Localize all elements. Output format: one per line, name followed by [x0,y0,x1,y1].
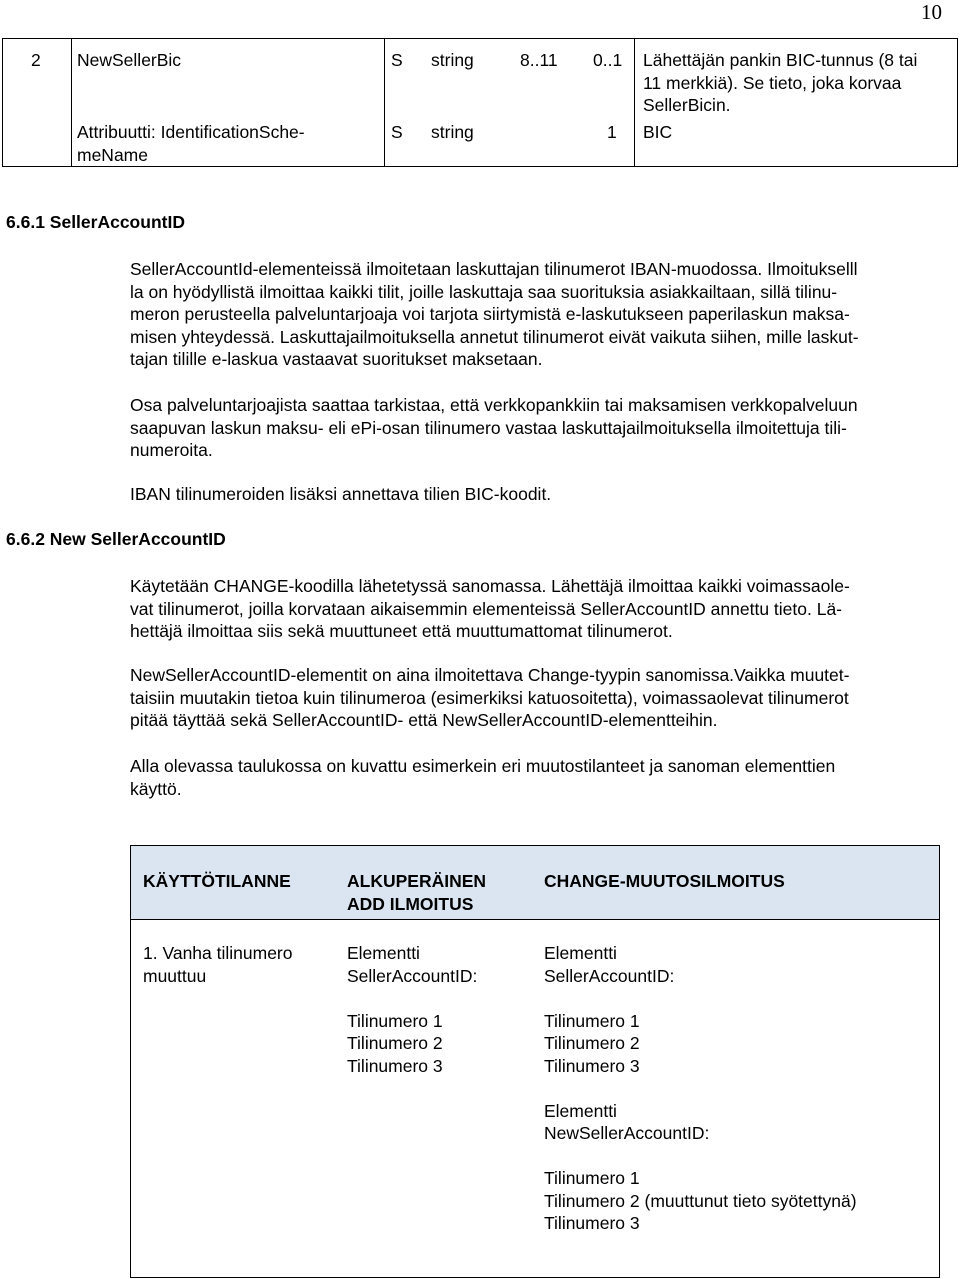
header-cell: KÄYTTÖTILANNE [143,871,291,891]
cell-line: Tilinumero 3 [544,1213,640,1233]
header-cell: CHANGE-MUUTOSILMOITUS [544,871,785,891]
field-length: 8..11 [520,50,558,70]
data-type: string [431,122,474,142]
cell-line: Elementti [544,943,617,963]
table-divider [71,39,72,166]
paragraph [130,258,956,371]
text-line: pitää täyttää sekä SellerAccountID- että NewSellerAccountID-elementteihin. [130,710,718,730]
table-header [131,846,939,920]
text-line: numeroita. [130,440,213,460]
cell-spacer [544,987,857,1010]
usage-flag: S [391,50,403,70]
attribute-name [77,121,305,166]
table-divider [634,39,635,166]
cell-line: Tilinumero 3 [544,1055,640,1076]
element-name: NewSellerBic [77,50,182,70]
paragraph [130,575,956,643]
description-line: 11 merkkiä). Se tieto, joka korvaa [643,72,902,93]
cell-line: Tilinumero 1 [544,1168,640,1188]
cell-line: muuttuu [143,965,207,986]
cell-line: Tilinumero 2 (muuttunut tieto syötettynä) [544,1190,857,1211]
cell-line: 1. Vanha tilinumero [143,943,293,963]
text-line: misen yhteydessä. Laskuttajailmoituksella annetut tilinumerot eivät vaikuta siihen, mille laskut- [130,326,859,347]
cell-line: Tilinumero 3 [347,1055,443,1076]
cell-line: Elementti [347,943,420,963]
header-line: ALKUPERÄINEN [347,871,487,891]
page-number: 10 [921,0,942,24]
cell-line: Tilinumero 1 [347,1010,443,1031]
attribute-line: Attribuutti: IdentificationSche- [77,122,305,142]
row-number: 2 [31,50,41,70]
text-line: Käytetään CHANGE-koodilla lähetetyssä sanomassa. Lähettäjä ilmoittaa kaikki voimassaole- [130,576,850,596]
table-cell [143,942,293,987]
paragraph [130,755,956,800]
table-cell [544,942,857,1235]
section-heading: 6.6.2 New SellerAccountID [6,529,226,549]
cell-line: Tilinumero 2 [347,1033,443,1053]
cell-line: SellerAccountID: [347,965,478,986]
text-line: tajan tilille e-laskua vastaavat suoritukset maksetaan. [130,349,543,369]
header-line: ADD ILMOITUS [347,893,474,914]
cardinality: 0..1 [593,50,623,70]
data-type: string [431,50,474,70]
text-line: meron perusteella palveluntarjoaja voi tarjota siirtymistä e-laskutukseen paperilaskun maksa- [130,304,850,324]
top-table [2,38,958,167]
cell-spacer [544,1077,857,1100]
text-line: käyttö. [130,778,182,799]
cell-spacer [544,1145,857,1168]
description-line: SellerBicin. [643,95,731,115]
cell-line: Elementti [544,1100,617,1121]
paragraph [130,664,956,732]
text-line: hettäjä ilmoittaa siis sekä muuttuneet että muuttumattomat tilinumerot. [130,621,673,641]
text-line: vat tilinumerot, joilla korvataan aikaisemmin elementeissä SellerAccountID annettu tieto. Lä- [130,598,843,619]
text-line: Alla olevassa taulukossa on kuvattu esimerkein eri muutostilanteet ja sanoman elementtien [130,756,836,776]
attribute-line: meName [77,144,148,165]
cell-spacer [347,987,477,1010]
cell-line: Tilinumero 2 [544,1033,640,1053]
text-line: IBAN tilinumeroiden lisäksi annettava tilien BIC-koodit. [130,484,552,504]
table-cell [347,942,477,1077]
cell-line: SellerAccountID: [544,965,675,986]
header-cell [347,870,486,915]
table-divider [384,39,385,166]
description: BIC [643,122,673,142]
text-line: SellerAccountId-elementeissä ilmoitetaan laskuttajan tilinumerot IBAN-muodossa. Ilmoitukselll [130,259,858,279]
cell-line: Tilinumero 1 [544,1010,640,1031]
paragraph [130,483,956,506]
cell-line: NewSellerAccountID: [544,1123,710,1143]
paragraph [130,394,956,462]
text-line: Osa palveluntarjoajista saattaa tarkistaa, että verkkopankkiin tai maksamisen verkkopalveluun [130,395,858,415]
description [643,49,917,117]
section-heading: 6.6.1 SellerAccountID [6,212,185,232]
text-line: la on hyödyllistä ilmoittaa kaikki tilit, joille laskuttaja saa suorituksia asiakkailtaan, sillä tilinu- [130,281,838,302]
usage-table [130,845,940,1278]
usage-flag: S [391,122,403,142]
text-line: saapuvan laskun maksu- eli ePi-osan tilinumero vastaa laskuttajailmoituksella ilmoitettuja tili- [130,417,847,438]
description-line: Lähettäjän pankin BIC-tunnus (8 tai [643,50,918,70]
text-line: taisiin muutakin tietoa kuin tilinumeroa (esimerkiksi katuosoitetta), voimassaolevat tilinumerot [130,687,849,708]
field-length: 1 [607,122,617,142]
text-line: NewSellerAccountID-elementit on aina ilmoitettava Change-tyypin sanomissa.Vaikka muutet- [130,665,850,685]
